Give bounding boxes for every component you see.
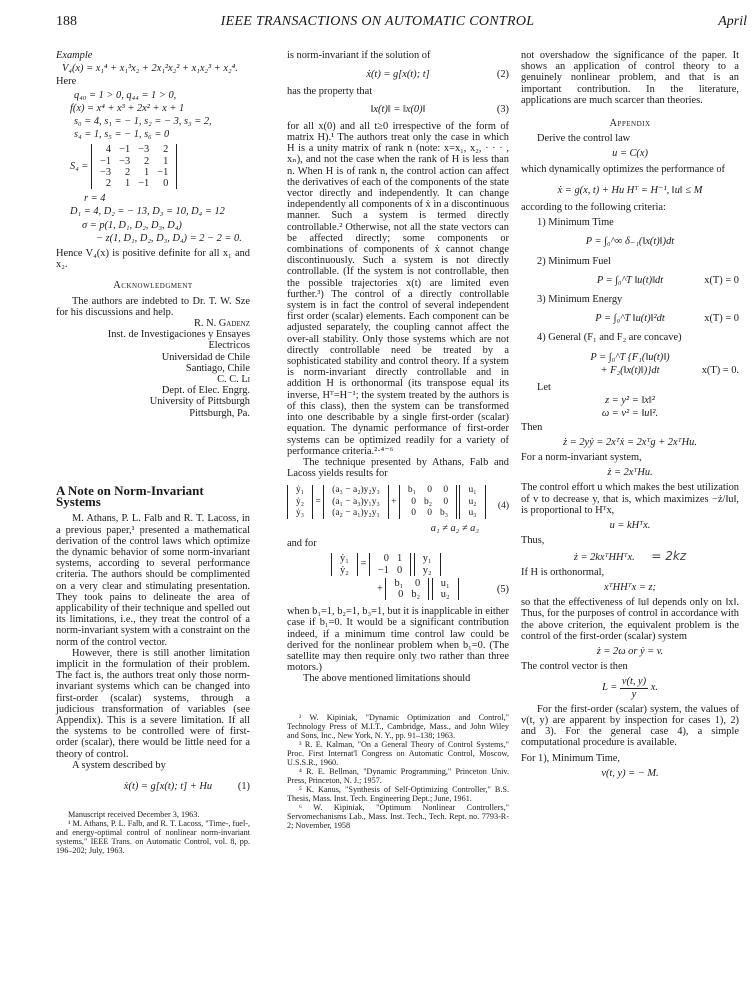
equation-line: q₄₀ = 1 > 0, q₄₄ = 1 > 0, <box>74 89 177 101</box>
reference-item: ³ R. E. Kalman, "On a General Theory of Control Systems," Proc. First Internat'l Congress on Automatic Control, Moscow, U.S.S.R., 1960. <box>287 739 509 767</box>
matrix-cell: −1 <box>157 166 169 178</box>
affiliation-line: Dept. of Elec. Engrg. <box>161 385 250 397</box>
reference-item: ² W. Kipiniak, "Dynamic Optimization and Control," Technology Press of M.I.T., Cambridge, Mass., and John Wiley and Sons, Inc., New York, N. Y., pp. 91–138; 1963. <box>287 712 509 740</box>
matrix-cell: 0 <box>427 507 433 518</box>
paragraph: The control effort u which makes the best utilization of v to decrease y, that is, which maximizes −ż/‖u‖, is proportional to Hᵀx, <box>521 482 739 516</box>
fraction-numerator: v(t, y) <box>621 676 647 688</box>
matrix-cell: 0 <box>443 485 449 496</box>
equation-control-vector: L = $\frac{v(t, y)}{y}$ x. <box>602 676 658 700</box>
paragraph: A system described by <box>72 759 166 771</box>
paragraph: and for <box>287 538 317 550</box>
matrix-cell: 0 <box>163 178 169 190</box>
matrix-table <box>91 144 177 189</box>
matrix-cell: −1 <box>119 144 131 156</box>
column-middle <box>287 50 509 830</box>
acknowledgment-heading: Acknowledgment <box>113 280 193 292</box>
page-number: 188 <box>56 14 77 29</box>
example-label: Example <box>56 50 93 61</box>
criterion-1: 1) Minimum Time <box>537 217 614 229</box>
affiliation-line: University of Pittsburgh <box>149 396 250 408</box>
matrix-cell: u₃ <box>468 507 477 518</box>
paragraph: However, there is still another limitation implicit in the formulation of their problem. The fact is, the authors treat only those norm-invariant systems which can be changed into first-order (scalar) systems, through a judicious transformation of variables (see Appendix). This is a severe limitation. If all the systems to be controlled were of first-order (scalar), there would be little need for a theory of control. <box>56 647 250 760</box>
matrix-cell: (a₃ − a₂)y₂y₃ <box>332 485 380 496</box>
criterion-3: 3) Minimum Energy <box>537 294 623 306</box>
issue-month: April <box>718 14 747 29</box>
matrix-cell: ẏ₃ <box>296 507 305 518</box>
hence-text: Hence V₄(x) is positive definite for all x₁ and x₂. <box>56 248 250 271</box>
page-header <box>0 14 755 34</box>
then-text: Then <box>521 421 543 433</box>
matrix-cell: ẏ₁ <box>340 553 349 565</box>
matrix-cell: u₁ <box>468 485 477 496</box>
matrix-cell: u₂ <box>468 496 477 507</box>
equation-zdot: ż = 2xᵀHu. <box>607 467 653 479</box>
matrix-cell: b₁ <box>407 485 416 496</box>
acknowledgment-text: The authors are indebted to Dr. T. W. Sze for his discussions and help. <box>56 295 250 318</box>
equation-thus: ż = 2kxᵀHHᵀx. = 2kz <box>573 548 687 563</box>
let-text: Let <box>537 382 551 394</box>
matrix-cell: u₁ <box>440 577 450 589</box>
matrix-cell: 0 <box>414 577 421 589</box>
eq5-b-matrix <box>385 578 429 600</box>
matrix-cell: 2 <box>163 144 169 156</box>
equation-number: (2) <box>496 69 509 81</box>
sigma-line-1: σ = p(1, D₁, D₂, D₃, D₄) <box>82 219 182 231</box>
handwritten-annotation: = 2kz <box>651 548 687 563</box>
equation-number: (5) <box>496 583 509 595</box>
matrix-cell: 1 <box>124 178 131 190</box>
matrix-cell: y₁ <box>422 553 432 565</box>
equation-v4: V₄(x) = x₁⁴ + x₁³x₂ + 2x₁²x₂² + x₁x₂³ + x₂⁴. <box>62 63 238 75</box>
paragraph: M. Athans, P. L. Falb and R. T. Lacoss, in a previous paper,¹ presented a mathematical derivation of the control laws which optimize the dynamic behavior of some norm-invariant systems, according to several performance criteria. The authors should be complimented on a very clear and stimulating presentation. They took pains to delineate the area of applicability of their technique and spelled out its limitations, i.e., they treat the control of a norm-invariant system with a constraint on the norm of the control vector. <box>56 513 250 648</box>
matrix-cell: −1 <box>138 178 150 190</box>
equation-line: s₄ = 1, s₅ = − 1, s₆ = 0 <box>74 129 170 141</box>
matrix-cell: 0 <box>443 496 449 507</box>
matrix-cell: (a₂ − a₁)y₂y₁ <box>332 507 380 518</box>
paragraph: For 1), Minimum Time, <box>521 752 621 764</box>
paragraph: If H is orthonormal, <box>521 566 605 578</box>
paragraph: The control vector is then <box>521 661 628 673</box>
eq5-y-vector <box>414 553 441 575</box>
matrix-cell: b₂ <box>423 496 433 507</box>
journal-title: IEEE TRANSACTIONS ON AUTOMATIC CONTROL <box>220 14 535 29</box>
affiliation-line: Universidad de Chile <box>161 351 250 363</box>
eq5-a-matrix <box>369 553 411 575</box>
let-equation-2: ω = v² = ‖u‖². <box>601 408 659 420</box>
matrix-cell: 2 <box>124 166 131 178</box>
equation-5: ẏ₁ ẏ₂ = 0 1 −1 0 y₁ y₂ <box>287 553 509 575</box>
paragraph: which dynamically optimizes the performance of <box>521 163 725 175</box>
column-right <box>521 50 739 783</box>
equation-1: ẋ(t) = g[x(t); t] + Hu (1) <box>123 780 250 792</box>
fraction-denominator: y <box>631 688 637 700</box>
paragraph: For a norm-invariant system, <box>521 452 642 464</box>
affiliation-line: Pittsburgh, Pa. <box>189 407 250 419</box>
matrix-cell: 2 <box>144 155 150 167</box>
matrix-cell: u₂ <box>440 588 450 600</box>
eq4-u-vector <box>459 485 485 519</box>
matrix-cell: 1 <box>396 553 403 565</box>
matrix-cell: −1 <box>377 564 389 576</box>
paragraph: according to the following criteria: <box>521 202 666 214</box>
paragraph: Derive the control law <box>537 133 631 145</box>
matrix-cell: 0 <box>411 496 416 507</box>
d-line: D₁ = 4, D₂ = − 13, D₃ = 10, D₄ = 12 <box>70 206 225 218</box>
matrix-s4 <box>70 144 250 189</box>
affiliation-line: Electricos <box>208 340 250 352</box>
eq4-lhs-vector <box>287 485 313 519</box>
matrix-cell: b₁ <box>394 577 404 589</box>
paragraph: for all x(0) and all t≥0 irrespective of the form of matrix H).¹ The authors treat only the case in which H is a unity matrix of rank n (note: x=x₁, x₂, · · · , xₙ), and not the case when the rank of H is less than n. When H is of rank n, the control action can affect the derivatives of each of the components of the state vector directly and independently. It can change independently all components of ẋ in a discontinuous manner. Such a system is termed directly controllable.² Otherwise, not all the state vectors can be affected directly; some components or combinations of components of ẋ cannot change discontinuously. Such a system is not directly controllable. (If the system is not controllable, then the possible trajectories x(t) are limited even further.³) The control of a directly controllable system is in fact the control of several independent first order (scalar) elements. Each component can be adjusted separately, the coupling cannot affect the over-all stability. Only those systems which are not directly controllable need be treated by a sophisticated stability and control theory. If a system is norm-invariant directly controllable and in addition H is orthonormal (its transpose equal its inverse, Hᵀ=H⁻¹; the system treated by the authors is of this class), then the system can be transformed into one describable by a single first-order (scalar) equation. The dynamic performance of first-order systems can be optimized readily for a variety of performance criteria.²·⁴⁻⁶ <box>287 120 509 457</box>
matrix-cell: 1 <box>144 166 150 178</box>
eq4-b-matrix <box>399 485 457 519</box>
matrix-cell: b₂ <box>411 588 421 600</box>
matrix-cell: −3 <box>119 155 131 167</box>
eq4-nonlinear-vector <box>323 485 389 519</box>
matrix-cell: −3 <box>138 144 150 156</box>
matrix-cell: ẏ₁ <box>296 485 305 496</box>
equation-3: ‖x(t)‖ = ‖x(0)‖ (3) <box>370 103 509 115</box>
matrix-label: S₄ = <box>70 161 89 173</box>
equation-control-law: u = C(x) <box>612 148 648 160</box>
equation-scalar: ż = 2ω or ẏ = v. <box>596 645 664 657</box>
let-equation-1: z = y² = ‖x‖² <box>605 395 655 407</box>
criterion-4-equation-1: P = ∫₀^T {F₁(‖u(t)‖) <box>590 351 670 363</box>
matrix-cell: b₃ <box>440 507 449 518</box>
references <box>287 713 509 830</box>
appendix-heading: Appendix <box>609 118 651 130</box>
reference-item: ⁴ R. E. Bellman, "Dynamic Programming," Princeton Univ. Press, Princeton, N. J.; 1957. <box>287 766 509 785</box>
matrix-cell: ẏ₂ <box>340 564 349 576</box>
paragraph: not overshadow the significance of the paper. It shows an application of control theory to a genuinely nonlinear problem, and that is an important contribution. In the literature, applications are much scarcer than theories. <box>521 50 739 106</box>
paragraph: is norm-invariant if the solution of <box>287 50 431 61</box>
equation-2: ẋ(t) = g[x(t); t] (2) <box>366 69 509 81</box>
criterion-1-equation: P = ∫₀^∞ δ₋₁(‖x(t)‖)dt <box>585 236 675 248</box>
affiliation-line: Inst. de Investigaciones y Ensayes <box>107 329 250 341</box>
equation-number: (4) <box>497 501 509 512</box>
matrix-cell: y₂ <box>422 564 432 576</box>
paragraph: when b₁=1, b₂=1, b₃=1, but it is inapplicable in either case if b₁=0. It would be a significant contribution indeed, if a minimum time control law could be derived for the nonlinear problem when b₁=0. (The satellite may then require only two rather than three motors.) <box>287 606 509 674</box>
eq5-lhs-vector <box>331 553 358 575</box>
paragraph: For the first-order (scalar) system, the values of v(t, y) are apparent by inspection for cases 1), 2) and 3). For the general case 4), a simple computational procedure is available. <box>521 703 739 749</box>
received-note: Manuscript received December 3, 1963. <box>68 810 200 820</box>
paragraph: so that the effectiveness of ‖u‖ depends only on ‖x‖. Thus, for the purposes of control in accordance with the above criterion, the equivalent problem is the control of the first-order (scalar) system <box>521 597 739 642</box>
column-left <box>56 50 250 855</box>
equation-line: f(x) = x⁴ + x³ + 2x² + x + 1 <box>70 102 185 114</box>
matrix-cell: 0 <box>398 588 404 600</box>
author-name: C. C. Li <box>217 374 250 386</box>
equation-line: s₀ = 4, s₁ = − 1, s₂ = − 3, s₃ = 2, <box>74 116 212 128</box>
criterion-4: 4) General (F₁ and F₂ are concave) <box>537 332 682 344</box>
footnotes-left <box>56 810 250 855</box>
matrix-cell: −1 <box>100 155 112 167</box>
author-name: R. N. Gadenz <box>193 318 250 330</box>
affiliation-line: Santiago, Chile <box>185 362 250 374</box>
matrix-cell: ẏ₂ <box>296 496 305 507</box>
matrix-cell: 2 <box>105 178 112 190</box>
sigma-line-2: − z(1, D₁, D₂, D₃, D₄) = 2 − 2 = 0. <box>96 232 242 244</box>
equation-orthonormal: xᵀHHᵀx = z; <box>604 581 656 593</box>
matrix-cell: 1 <box>163 155 169 167</box>
reference-item: ⁵ K. Kanus, "Synthesis of Self-Optimizing Controller," B.S. Thesis, Mass. Inst. Tech. Engineering Dept.; June, 1961. <box>287 784 509 803</box>
paragraph: The technique presented by Athans, Falb and Lacoss yields results for <box>287 456 509 480</box>
then-equation: ż = 2yẏ = 2xᵀẋ = 2xᵀg + 2xᵀHu. <box>563 436 697 448</box>
footnote-1: ¹ M. Athans, P. L. Falb, and R. T. Lacoss, "Time-, fuel-, and energy-optimal control of nonlinear norm-invariant systems," IEEE Trans. on Automatic Control, vol. 8, pp. 196–202; July, 1963. <box>56 819 250 856</box>
equation-final: v(t, y) = − M. <box>601 767 659 779</box>
r-line: r = 4 <box>84 193 106 205</box>
criterion-3-equation: P = ∫₀^T ‖u(t)‖²dt x(T) = 0 <box>595 313 739 325</box>
equation-number: (3) <box>496 103 509 115</box>
note-title: A Note on Norm-Invariant Systems <box>56 482 204 510</box>
thus-text: Thus, <box>521 535 545 547</box>
equation-5-cont: + b₁ 0 0 b₂ u₁ u₂ (5) <box>377 577 509 600</box>
paragraph: has the property that <box>287 86 373 98</box>
here-text: Here <box>56 76 77 88</box>
paragraph: The above mentioned limitations should <box>303 673 471 685</box>
matrix-cell: (a₁ − a₃)y₁y₃ <box>332 496 380 507</box>
eq5-u-vector <box>432 578 459 600</box>
matrix-cell: 4 <box>105 144 112 156</box>
matrix-cell: 0 <box>411 507 416 518</box>
matrix-cell: 0 <box>396 564 403 576</box>
equation-4: ẏ₁ ẏ₂ ẏ₃ = (a₃ − a₂)y₂y₃ (a₁ − a₃)y₁y₃ (a₂ − a₁)y₂y₁ + b₁ 0 0 0 b₂ 0 0 0 b₃ u₁ u₂ u₃ (4) <box>287 485 509 519</box>
equation-u-khx: u = kHᵀx. <box>609 520 651 532</box>
matrix-cell: 0 <box>383 553 389 565</box>
matrix-cell: 0 <box>427 485 433 496</box>
criterion-2: 2) Minimum Fuel <box>537 255 611 267</box>
author-affiliations <box>56 318 250 419</box>
eq4-condition: a₁ ≠ a₂ ≠ a₃ <box>430 522 479 534</box>
equation-number: (1) <box>237 780 250 792</box>
reference-item: ⁶ W. Kipiniak, "Optimum Nonlinear Controllers," Servomechanisms Lab., Mass. Inst. Tech., Tech. Rept. no. 7793-R-2; November, 1958 <box>287 802 509 830</box>
equation-system: ẋ = g(x, t) + Hu Hᵀ = H⁻¹, ‖u‖ ≤ M <box>557 184 703 196</box>
criterion-4-equation-2: + F₂(‖x(t)‖)}dt x(T) = 0. <box>600 364 739 376</box>
criterion-2-equation: P = ∫₀^T ‖u(t)‖dt x(T) = 0 <box>596 274 739 286</box>
matrix-cell: −3 <box>100 166 112 178</box>
